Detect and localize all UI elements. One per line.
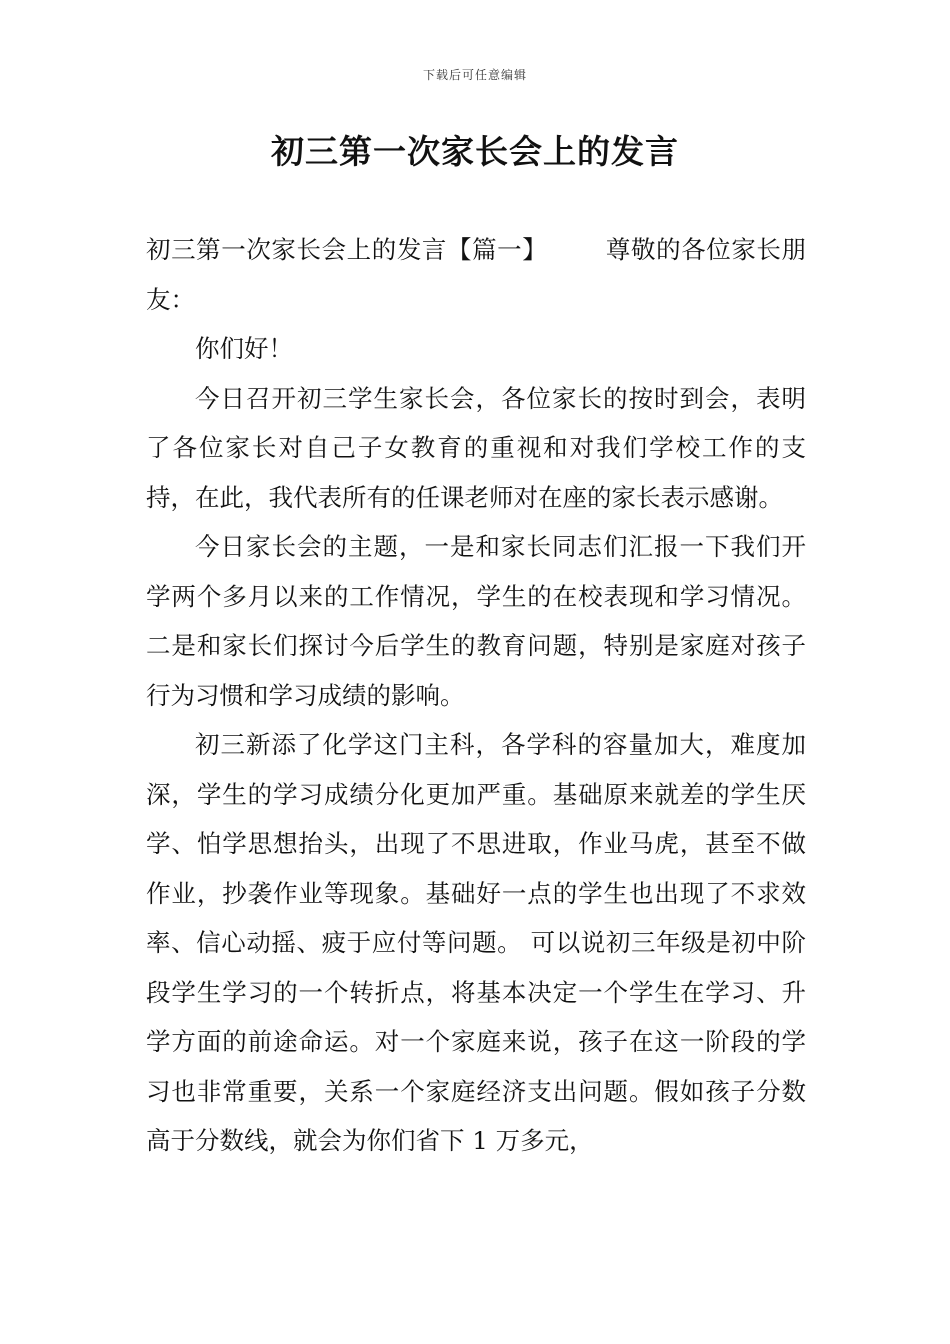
intro-paragraph	[146, 225, 806, 324]
body-paragraph-3: 初三新添了化学这门主科，各学科的容量加大，难度加深，学生的学习成绩分化更加严重。基础原来就差的学生厌学、怕学思想抬头，出现了不思进取，作业马虎，甚至不做作业，抄袭作业等现象。基础好一点的学生也出现了不求效率、信心动摇、疲于应付等问题。 可以说初三年级是初中阶段学生学习的一个转折点，将基本决定一个学生在学习、升学方面的前途命运。对一个家庭来说，孩子在这一阶段的学习也非常重要，关系一个家庭经济支出问题。假如孩子分数高于分数线，就会为你们省下 1 万多元，	[146, 730, 806, 1155]
section-heading: 初三第一次家长会上的发言【篇一】	[146, 235, 548, 264]
document-title: 初三第一次家长会上的发言	[271, 132, 679, 171]
document-body	[146, 225, 806, 1166]
body-paragraph-2: 今日家长会的主题，一是和家长同志们汇报一下我们开学两个多月以来的工作情况，学生的在校表现和学习情况。二是和家长们探讨今后学生的教育问题，特别是家庭对孩子行为习惯和学习成绩的影响。	[146, 532, 806, 710]
page-header-note: 下载后可任意编辑	[422, 68, 527, 82]
salutation: 尊敬的各位家长朋友：	[146, 235, 807, 314]
greeting-paragraph: 你们好！	[195, 334, 293, 363]
body-paragraph-1: 今日召开初三学生家长会，各位家长的按时到会，表明了各位家长对自己子女教育的重视和对我们学校工作的支持，在此，我代表所有的任课老师对在座的家长表示感谢。	[146, 383, 806, 512]
